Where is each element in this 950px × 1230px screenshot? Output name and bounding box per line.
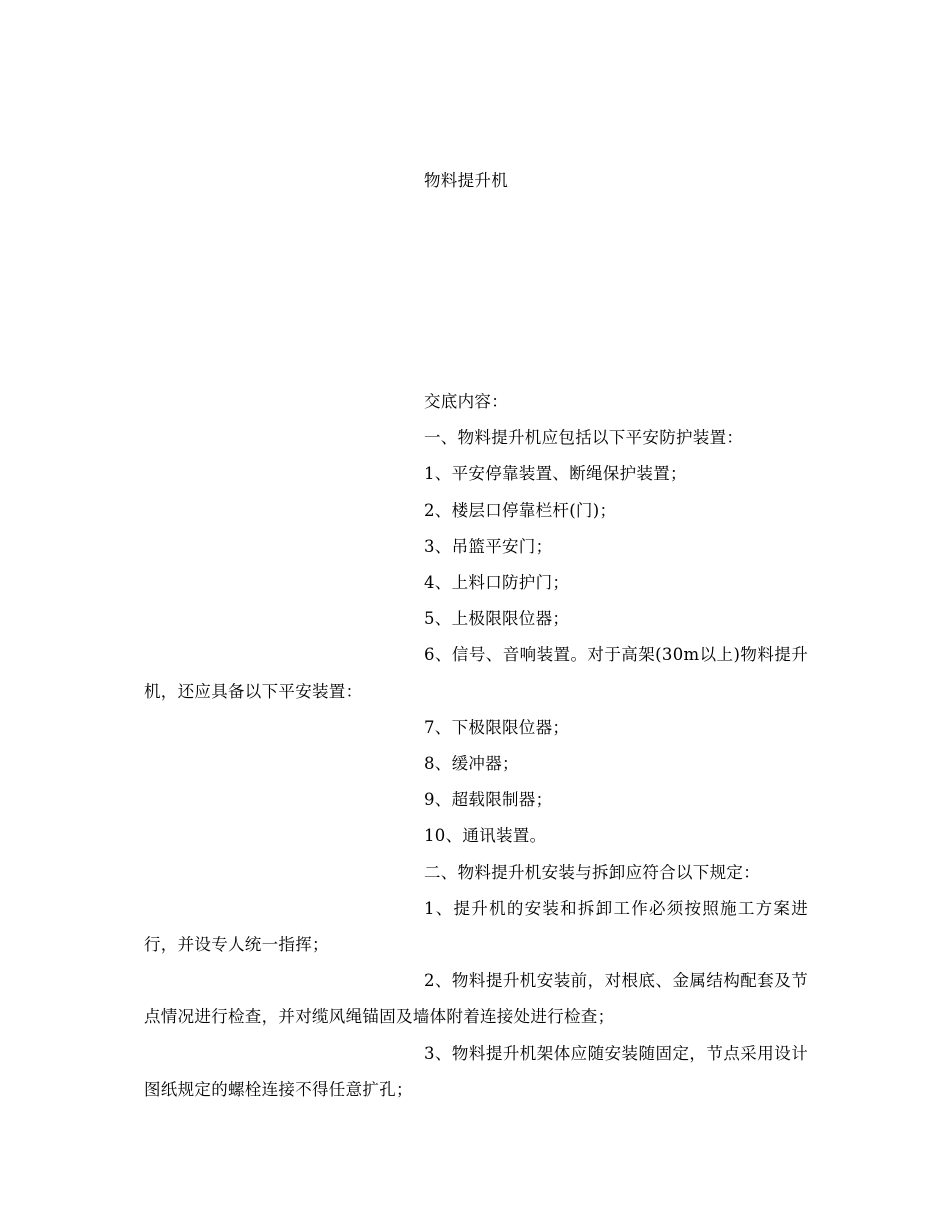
paragraph-item: 9、超载限制器； [424,790,553,810]
paragraph-section-1-heading: 一、物料提升机应包括以下平安防护装置： [424,428,744,448]
paragraph-item: 2、物料提升机安装前，对根底、金属结构配套及节点情况进行检查，并对缆风绳锚固及墙体附着连接处进行检查； [144,971,808,1027]
paragraph-item: 6、信号、音响装置。对于高架(30m以上)物料提升机，还应具备以下平安装置： [144,645,808,701]
paragraph-item: 3、物料提升机架体应随安装随固定，节点采用设计图纸规定的螺栓连接不得任意扩孔； [144,1043,808,1099]
paragraph-item: 1、提升机的安装和拆卸工作必须按照施工方案进行，并设专人统一指挥； [144,898,808,955]
paragraph-item: 5、上极限限位器； [424,609,570,629]
paragraph-intro: 交底内容： [424,392,508,411]
paragraph-item: 7、下极限限位器； [424,717,570,737]
paragraph-item: 2、楼层口停靠栏杆(门)； [424,500,617,520]
paragraph-section-2-heading: 二、物料提升机安装与拆卸应符合以下规定： [424,862,760,882]
paragraph-item: 8、缓冲器； [424,754,519,774]
paragraph-item: 4、上料口防护门； [424,573,570,593]
paragraph-item: 1、平安停靠装置、断绳保护装置； [424,464,687,484]
document-body [144,384,808,1108]
paragraph-item: 3、吊篮平安门； [424,536,553,556]
document-title: 物料提升机 [424,171,508,190]
paragraph-item: 10、通讯装置。 [424,826,547,846]
